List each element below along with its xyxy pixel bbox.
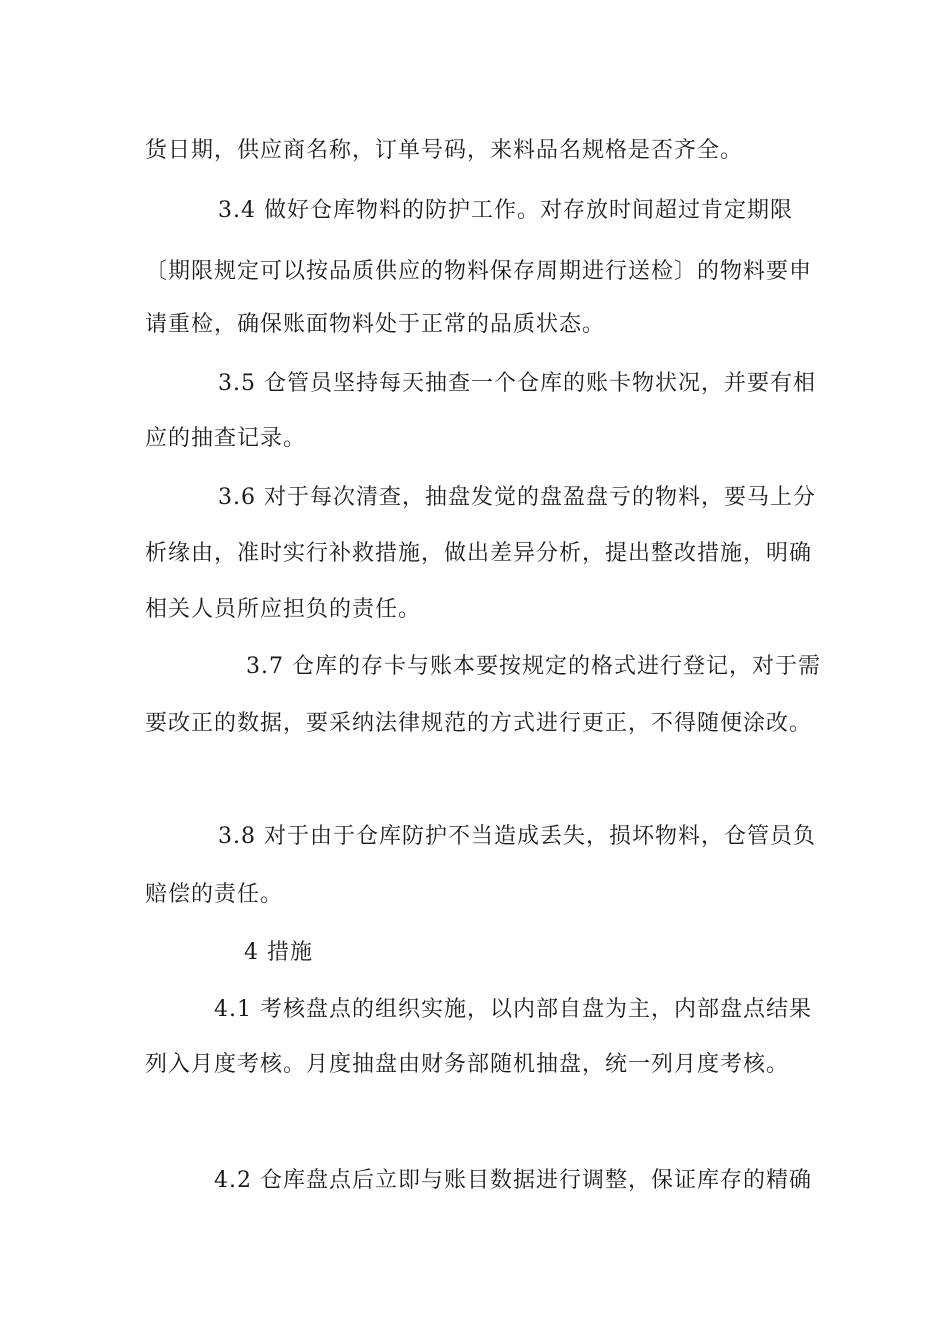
text-line: 析缘由，准时实行补救措施，做出差异分析，提出整改措施，明确 — [145, 541, 813, 566]
text-line: 4.1 考核盘点的组织实施，以内部自盘为主，内部盘点结果 — [214, 997, 812, 1022]
text-line: 3.8 对于由于仓库防护不当造成丢失，损坏物料，仓管员负 — [218, 824, 816, 849]
text-line: 3.4 做好仓库物料的防护工作。对存放时间超过肯定期限 — [218, 198, 793, 223]
text-line: 3.7 仓库的存卡与账本要按规定的格式进行登记，对于需 — [246, 654, 821, 679]
text-line: 4.2 仓库盘点后立即与账目数据进行调整，保证库存的精确 — [214, 1168, 812, 1193]
text-line: 相关人员所应担负的责任。 — [145, 597, 422, 622]
text-line: 请重检，确保账面物料处于正常的品质状态。 — [145, 312, 606, 337]
text-line: 货日期，供应商名称，订单号码，来料品名规格是否齐全。 — [145, 138, 744, 163]
text-line: 应的抽查记录。 — [145, 426, 307, 451]
text-line: 〔期限规定可以按品质供应的物料保存周期进行送检〕的物料要申 — [145, 259, 813, 284]
text-line: 赔偿的责任。 — [145, 882, 284, 907]
text-line: 列入月度考核。月度抽盘由财务部随机抽盘，统一列月度考核。 — [145, 1052, 790, 1077]
text-line: 要改正的数据，要采纳法律规范的方式进行更正，不得随便涂改。 — [145, 711, 813, 736]
text-line: 3.6 对于每次清查，抽盘发觉的盘盈盘亏的物料，要马上分 — [218, 485, 816, 510]
text-line: 3.5 仓管员坚持每天抽查一个仓库的账卡物状况，并要有相 — [218, 371, 816, 396]
section-heading: 4 措施 — [244, 940, 313, 965]
